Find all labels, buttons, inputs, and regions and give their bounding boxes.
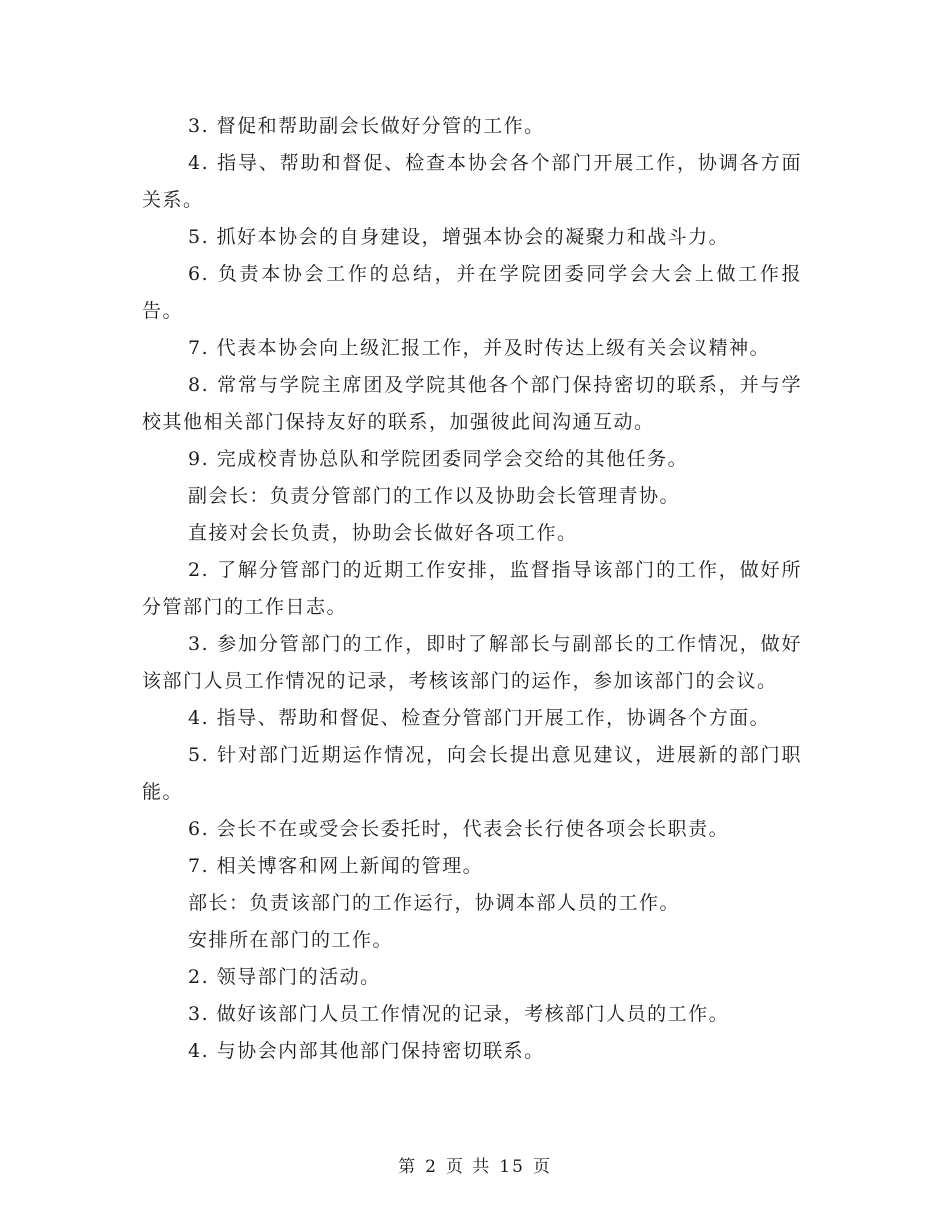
- paragraph: 7. 代表本协会向上级汇报工作，并及时传达上级有关会议精神。: [188, 337, 771, 359]
- paragraph: 6. 会长不在或受会长委托时，代表会长行使各项会长职责。: [188, 818, 730, 840]
- paragraph: 安排所在部门的工作。: [188, 929, 394, 951]
- page-footer: [0, 1152, 950, 1177]
- paragraph: 6. 负责本协会工作的总结，并在学院团委同学会大会上做工作报告。: [142, 263, 802, 322]
- document-body: [142, 108, 802, 1070]
- paragraph: 3. 督促和帮助副会长做好分管的工作。: [188, 115, 545, 137]
- paragraph: 2. 了解分管部门的近期工作安排，监督指导该部门的工作，做好所分管部门的工作日志。: [142, 559, 802, 618]
- footer-mid: 页 共: [445, 1157, 492, 1177]
- footer-total-pages: 15: [499, 1157, 525, 1177]
- paragraph: 直接对会长负责，协助会长做好各项工作。: [188, 522, 578, 544]
- paragraph: 7. 相关博客和网上新闻的管理。: [188, 855, 484, 877]
- paragraph: 4. 指导、帮助和督促、检查本协会各个部门开展工作，协调各方面关系。: [142, 152, 802, 211]
- footer-suffix: 页: [532, 1157, 552, 1177]
- paragraph: 4. 指导、帮助和督促、检查分管部门开展工作，协调各个方面。: [188, 707, 771, 729]
- paragraph: 部长：负责该部门的工作运行，协调本部人员的工作。: [188, 892, 681, 914]
- footer-current-page: 2: [425, 1157, 438, 1177]
- paragraph: 4. 与协会内部其他部门保持密切联系。: [188, 1040, 545, 1062]
- paragraph: 5. 抓好本协会的自身建设，增强本协会的凝聚力和战斗力。: [188, 226, 730, 248]
- paragraph: 副会长：负责分管部门的工作以及协助会长管理青协。: [188, 485, 681, 507]
- paragraph: 5. 针对部门近期运作情况，向会长提出意见建议，进展新的部门职能。: [142, 744, 802, 803]
- paragraph: 3. 做好该部门人员工作情况的记录，考核部门人员的工作。: [188, 1003, 730, 1025]
- paragraph: 2. 领导部门的活动。: [188, 966, 381, 988]
- footer-prefix: 第: [398, 1157, 418, 1177]
- paragraph: 9. 完成校青协总队和学院团委同学会交给的其他任务。: [188, 448, 689, 470]
- paragraph: 8. 常常与学院主席团及学院其他各个部门保持密切的联系，并与学校其他相关部门保持友好的联系，加强彼此间沟通互动。: [142, 374, 802, 433]
- paragraph: 3. 参加分管部门的工作，即时了解部长与副部长的工作情况，做好该部门人员工作情况的记录，考核该部门的运作，参加该部门的会议。: [142, 633, 802, 692]
